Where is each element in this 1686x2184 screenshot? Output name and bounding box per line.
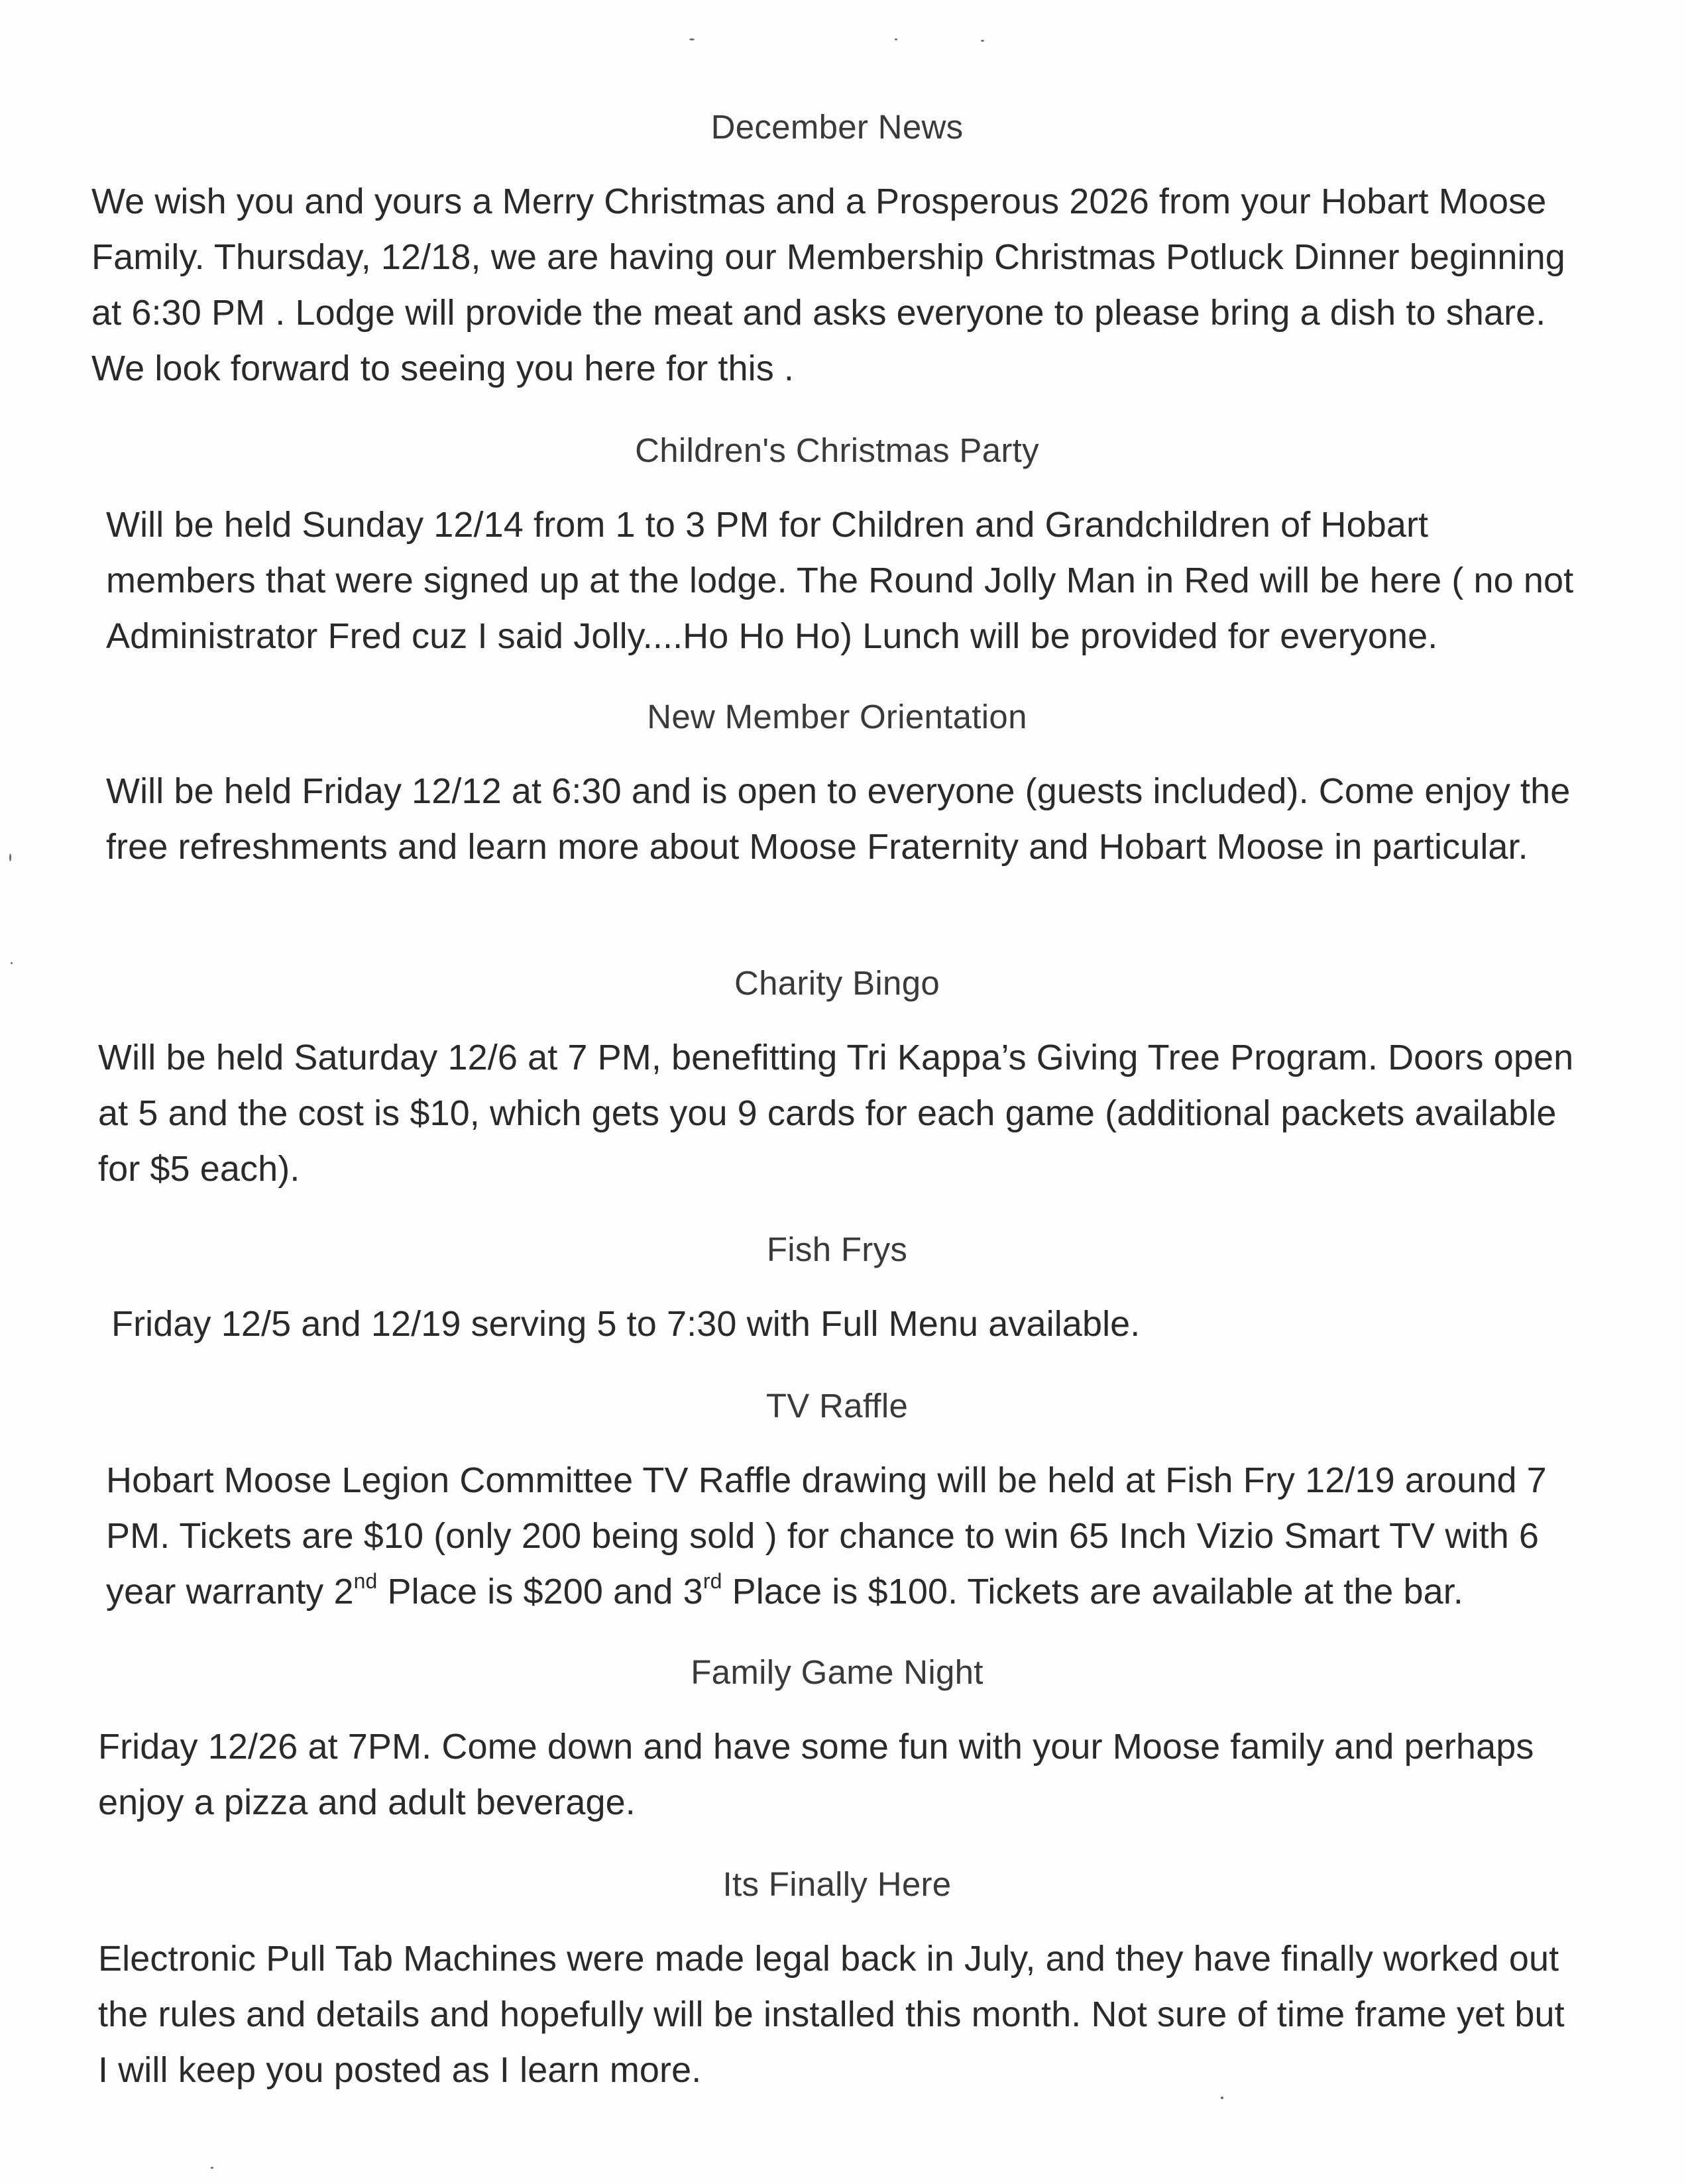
section-body: Friday 12/5 and 12/19 serving 5 to 7:30 with Full Menu available.: [111, 1304, 1141, 1344]
section-body: Will be held Friday 12/12 at 6:30 and is open to everyone (guests included). Come enjoy the free refreshments and learn more about Moose Fraternity and Hobart Moose in particular.: [106, 771, 1571, 867]
section-body: [91, 1452, 1583, 1619]
section-fish-frys: [91, 1228, 1583, 1352]
section-heading: Family Game Night: [691, 1653, 984, 1691]
section-heading: New Member Orientation: [647, 698, 1027, 736]
tv-raffle-sup-rd: rd: [702, 1569, 722, 1593]
scan-speck: [895, 38, 897, 40]
section-heading: Fish Frys: [766, 1230, 908, 1268]
section-childrens-christmas-party: [91, 429, 1583, 664]
section-heading: Children's Christmas Party: [635, 431, 1039, 469]
scan-speck: [689, 38, 695, 40]
scan-speck: [211, 2167, 213, 2169]
section-heading: Charity Bingo: [734, 964, 940, 1002]
scan-speck: [981, 40, 984, 42]
section-family-game-night: [91, 1651, 1583, 1830]
section-charity-bingo: [91, 962, 1583, 1197]
tv-raffle-text-c: Place is $100. Tickets are available at the bar.: [722, 1572, 1464, 1611]
section-new-member-orientation: [91, 696, 1583, 875]
section-body: Will be held Saturday 12/6 at 7 PM, benefitting Tri Kappa’s Giving Tree Program. Doors open at 5 and the cost is $10, which gets you 9 cards for each game (additional packets available for $5 each).: [98, 1038, 1574, 1189]
section-its-finally-here: [91, 1863, 1583, 2098]
section-body: Friday 12/26 at 7PM. Come down and have some fun with your Moose family and perhaps enjoy a pizza and adult beverage.: [98, 1727, 1534, 1822]
scan-speck: [11, 962, 13, 964]
section-tv-raffle: [91, 1385, 1583, 1619]
scan-speck: [9, 853, 11, 861]
section-december-news: [91, 106, 1583, 396]
tv-raffle-sup-nd: nd: [353, 1569, 378, 1593]
section-heading: TV Raffle: [765, 1387, 909, 1425]
tv-raffle-text-a: Hobart Moose Legion Committee TV Raffle drawing will be held at Fish Fry 12/19 around 7 PM. Tickets are $10 (only 200 being sold ) for chance to win 65 Inch Vizio Smart TV with 6 year warranty 2: [106, 1460, 1547, 1611]
section-body: Electronic Pull Tab Machines were made legal back in July, and they have finally worked out the rules and details and hopefully will be installed this month. Not sure of time frame yet but I will keep you posted as I learn more.: [98, 1939, 1565, 2090]
section-heading: December News: [710, 108, 964, 146]
section-body: Will be held Sunday 12/14 from 1 to 3 PM for Children and Grandchildren of Hobart members that were signed up at the lodge. The Round Jolly Man in Red will be here ( no not Administrator Fred cuz I said Jolly....Ho Ho Ho) Lunch will be provided for everyone.: [106, 505, 1574, 656]
tv-raffle-text-b: Place is $200 and 3: [377, 1572, 703, 1611]
section-heading: Its Finally Here: [722, 1865, 952, 1903]
section-body: We wish you and yours a Merry Christmas and a Prosperous 2026 from your Hobart Moose Family. Thursday, 12/18, we are having our Membership Christmas Potluck Dinner beginning at 6:30 PM . Lodge will provide the meat and asks everyone to please bring a dish to share. We look forward to seeing you here for this .: [91, 182, 1565, 388]
